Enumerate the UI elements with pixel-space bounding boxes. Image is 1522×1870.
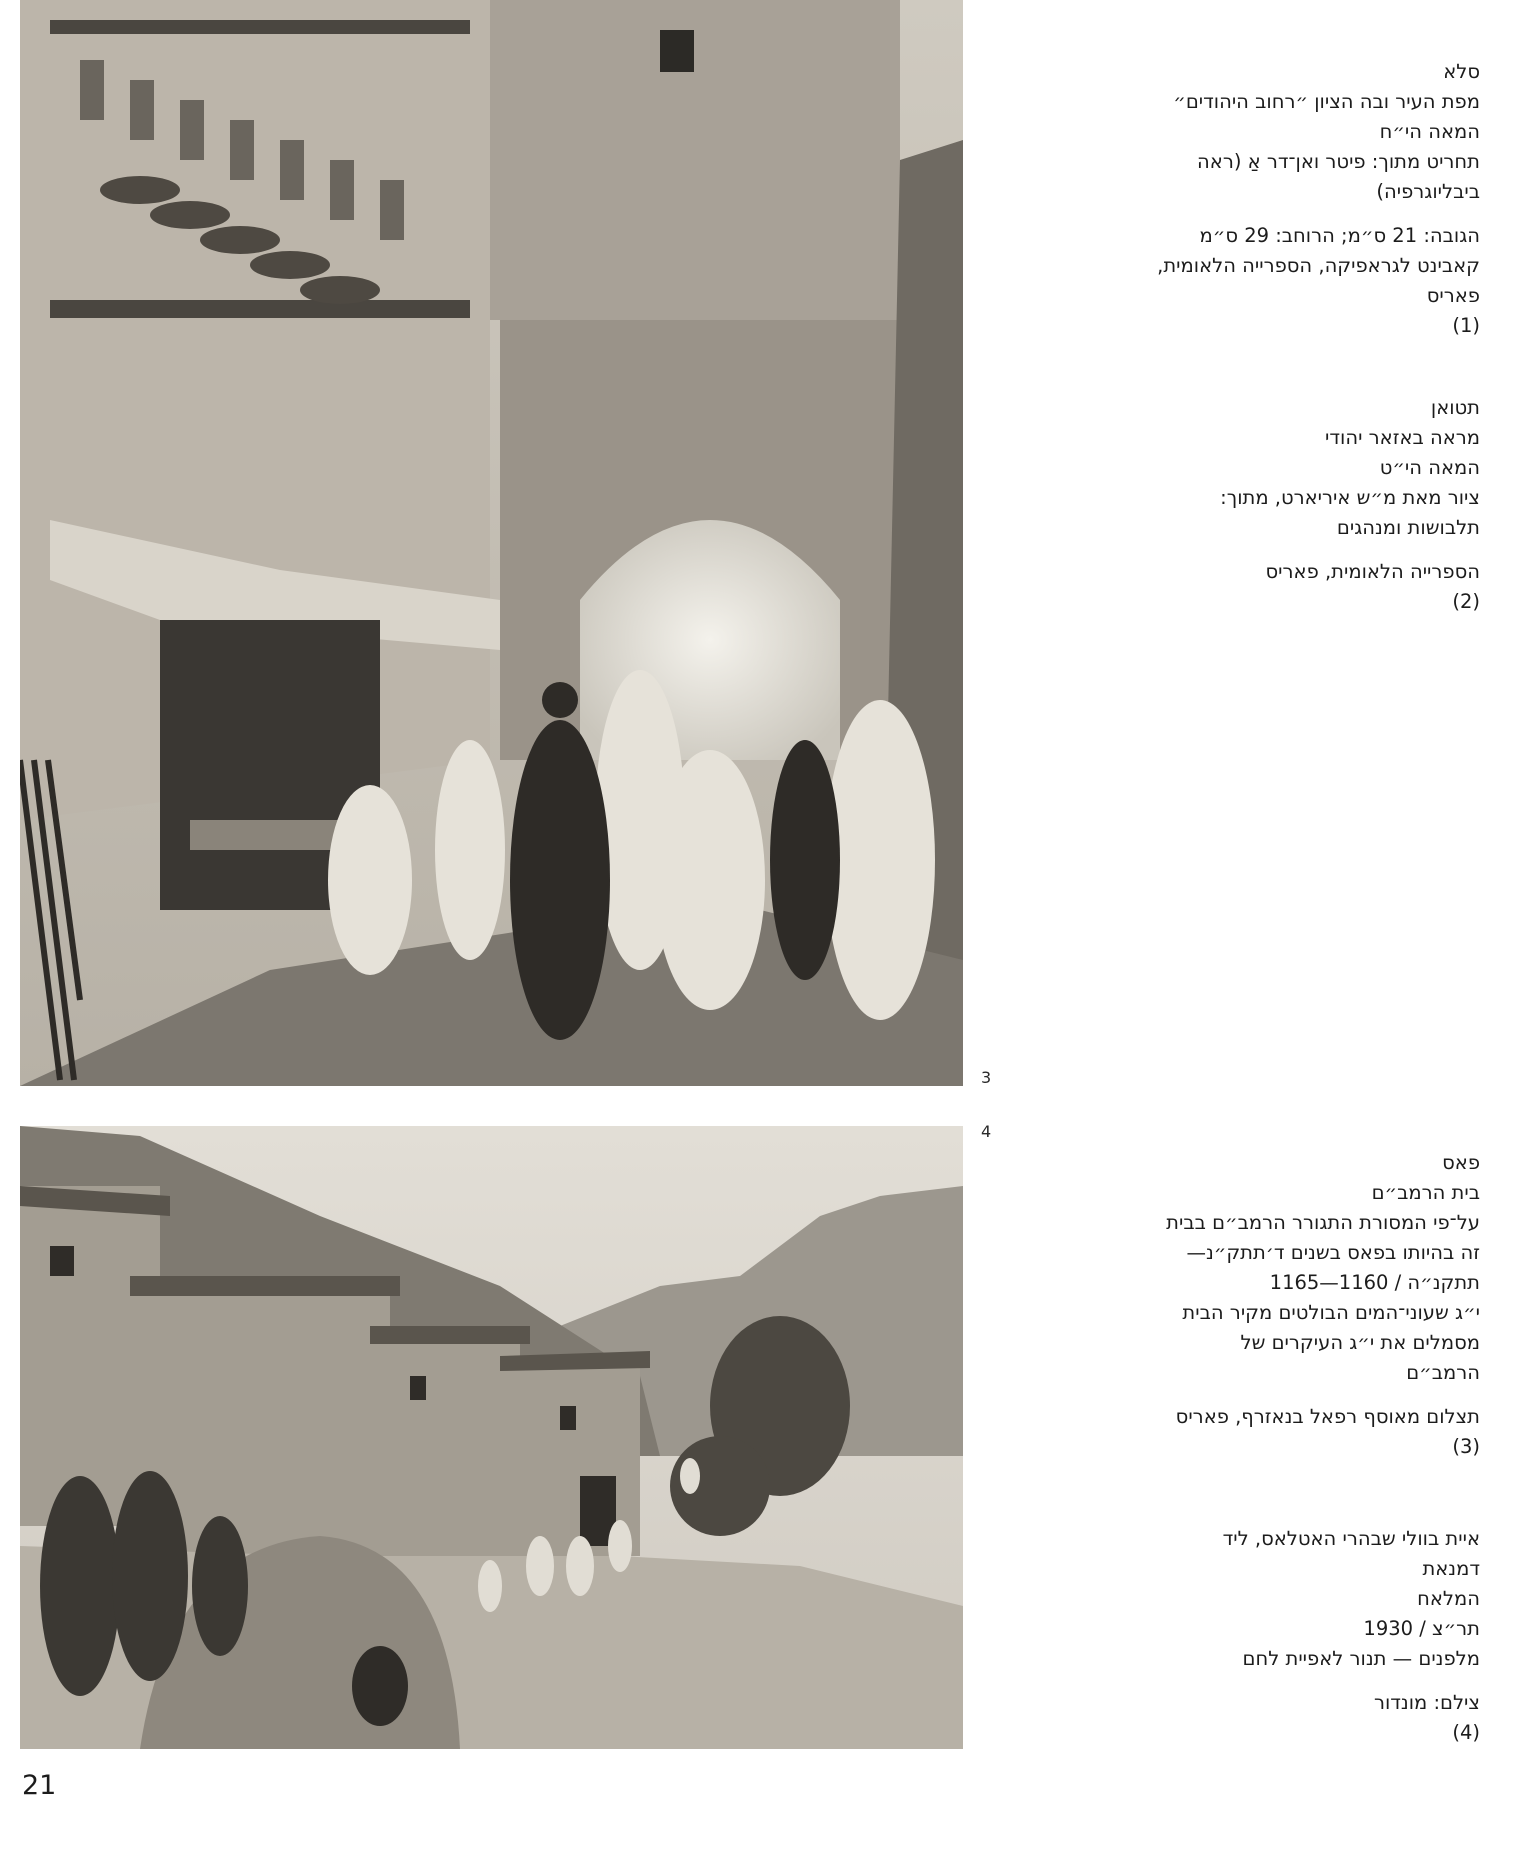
caption-1-century: המאה הי״ח bbox=[1379, 120, 1480, 143]
caption-sale-map bbox=[1060, 57, 1480, 341]
figure-number-4: 4 bbox=[981, 1122, 992, 1141]
caption-1-collection-line-1: קאבינט לגראפיקה, הספרייה הלאומית, bbox=[1157, 254, 1480, 277]
caption-3-desc-line-4: י״ג שעוני־המים הבולטים מקיר הבית bbox=[1182, 1301, 1480, 1324]
caption-4-date: תר״צ / 1930 bbox=[1363, 1617, 1480, 1640]
caption-1-ref: (1) bbox=[1452, 314, 1480, 337]
caption-1-source-line-2: ביבליוגרפיה) bbox=[1376, 180, 1480, 203]
caption-2-title: מראה באזאר יהודי bbox=[1325, 426, 1480, 449]
figure-number-3: 3 bbox=[981, 1068, 992, 1087]
caption-1-title: מפת העיר ובה הציון ״רחוב היהודים״ bbox=[1173, 90, 1480, 113]
caption-3-collection: תצלום מאוסף רפאל בנאזרף, פאריס bbox=[1175, 1405, 1480, 1428]
caption-4-place: איית בוולי שבהרי האטלאס, ליד bbox=[1222, 1527, 1480, 1550]
caption-1-place: סלא bbox=[1443, 60, 1480, 83]
caption-4-credit: צילם: מונדור bbox=[1373, 1691, 1480, 1714]
caption-4-title: המלאח bbox=[1417, 1587, 1480, 1610]
caption-3-title: בית הרמב״ם bbox=[1371, 1181, 1480, 1204]
page-number: 21 bbox=[22, 1770, 57, 1801]
photo-mountain-village bbox=[20, 1126, 963, 1749]
caption-4-place-line-2: דמנאת bbox=[1422, 1557, 1480, 1580]
caption-4-desc: מלפנים — תנור לאפיית לחם bbox=[1242, 1647, 1480, 1670]
photo-street-arch bbox=[20, 0, 963, 1086]
caption-2-source-line-1: ציור מאת מ״ש איריארט, מתוך: bbox=[1220, 486, 1480, 509]
street-arch-image bbox=[20, 0, 963, 1086]
caption-3-place: פאס bbox=[1442, 1151, 1480, 1174]
caption-3-desc-line-2: זה בהיותו בפאס בשנים ד׳תתק״נ— bbox=[1186, 1241, 1480, 1264]
caption-2-ref: (2) bbox=[1452, 590, 1480, 613]
caption-3-ref: (3) bbox=[1452, 1435, 1480, 1458]
mountain-village-image bbox=[20, 1126, 963, 1749]
caption-tetouan-bazaar bbox=[1060, 393, 1480, 617]
caption-3-desc-line-5: מסמלים את י״ג העיקרים של bbox=[1240, 1331, 1480, 1354]
caption-2-century: המאה הי״ט bbox=[1379, 456, 1480, 479]
caption-4-ref: (4) bbox=[1452, 1721, 1480, 1744]
caption-2-source-line-2: תלבושות ומנהגים bbox=[1336, 516, 1480, 539]
caption-fez-maimonides-house bbox=[1060, 1148, 1480, 1462]
caption-3-desc-line-6: הרמב״ם bbox=[1406, 1361, 1480, 1384]
caption-2-place: תטואן bbox=[1430, 396, 1480, 419]
caption-atlas-mellah bbox=[1060, 1524, 1480, 1748]
caption-1-source-line-1: תחריט מתוך: פיטר ואן־דר אַ (ראה bbox=[1197, 150, 1480, 173]
caption-1-size: הגובה: 21 ס״מ; הרוחב: 29 ס״מ bbox=[1199, 224, 1480, 247]
caption-3-desc-line-1: על־פי המסורת התגורר הרמב״ם בבית bbox=[1166, 1211, 1480, 1234]
caption-1-collection-line-2: פאריס bbox=[1426, 284, 1480, 307]
caption-2-collection: הספרייה הלאומית, פאריס bbox=[1265, 560, 1480, 583]
caption-3-desc-line-3: תתקנ״ה / 1160—1165 bbox=[1269, 1271, 1480, 1294]
